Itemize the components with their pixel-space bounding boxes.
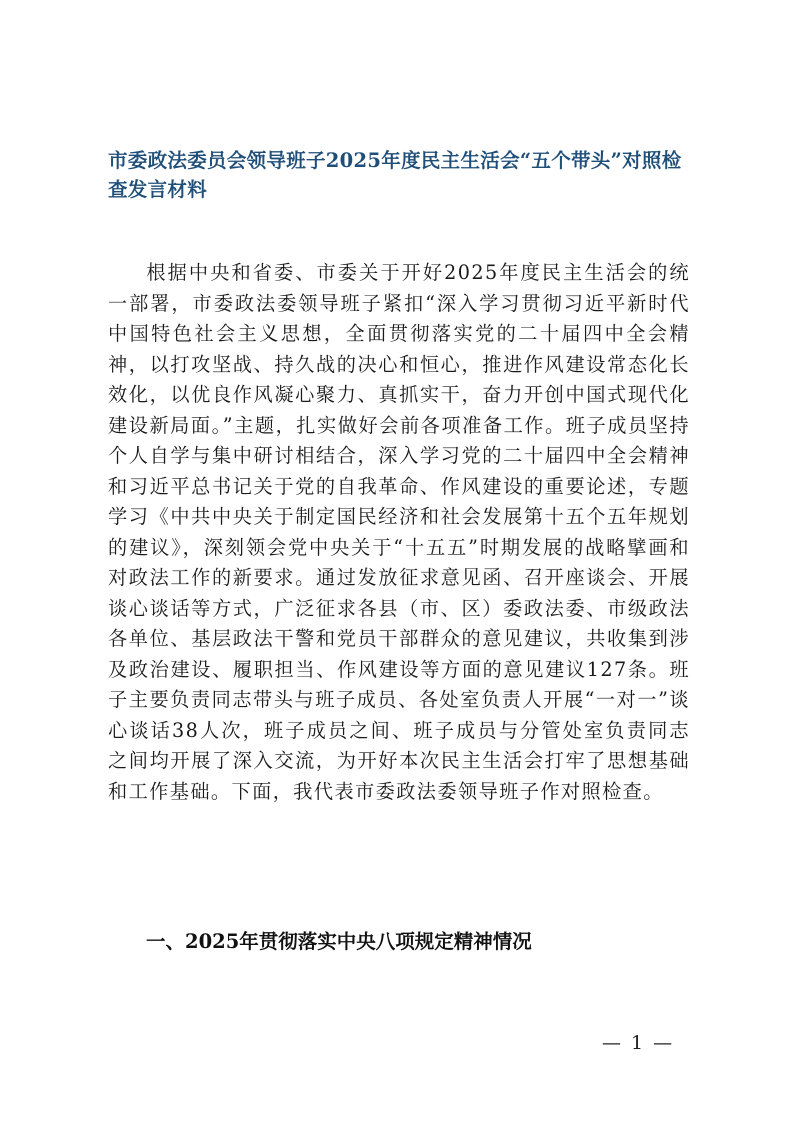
section-heading: 一、2025年贯彻落实中央八项规定精神情况 <box>146 930 532 953</box>
page-number: — 1 — <box>602 1032 675 1054</box>
document-title: 市委政法委员会领导班子2025年度民主生活会“五个带头”对照检查发言材料 <box>108 149 682 201</box>
body-paragraph: 根据中央和省委、市委关于开好2025年度民主生活会的统一部署，市委政法委领导班子紧扣“深入学习贯彻习近平新时代中国特色社会主义思想，全面贯彻落实党的二十届四中全会精神，以打攻坚战、持久战的决心和恒心，推进作风建设常态化长效化，以优良作风凝心聚力、真抓实干，奋力开创中国式现代化建设新局面。”主题，扎实做好会前各项准备工作。班子成员坚持个人自学与集中研讨相结合，深入学习党的二十届四中全会精神和习近平总书记关于党的自我革命、作风建设的重要论述，专题学习《中共中央关于制定国民经济和社会发展第十五个五年规划的建议》，深刻领会党中央关于“十五五”时期发展的战略擘画和对政法工作的新要求。通过发放征求意见函、召开座谈会、开展谈心谈话等方式，广泛征求各县（市、区）委政法委、市级政法各单位、基层政法干警和党员干部群众的意见建议，共收集到涉及政治建设、履职担当、作风建设等方面的意见建议127条。班子主要负责同志带头与班子成员、各处室负责人开展“一对一”谈心谈话38人次，班子成员之间、班子成员与分管处室负责同志之间均开展了深入交流，为开好本次民主生活会打牢了思想基础和工作基础。下面，我代表市委政法委领导班子作对照检查。 <box>108 261 690 803</box>
